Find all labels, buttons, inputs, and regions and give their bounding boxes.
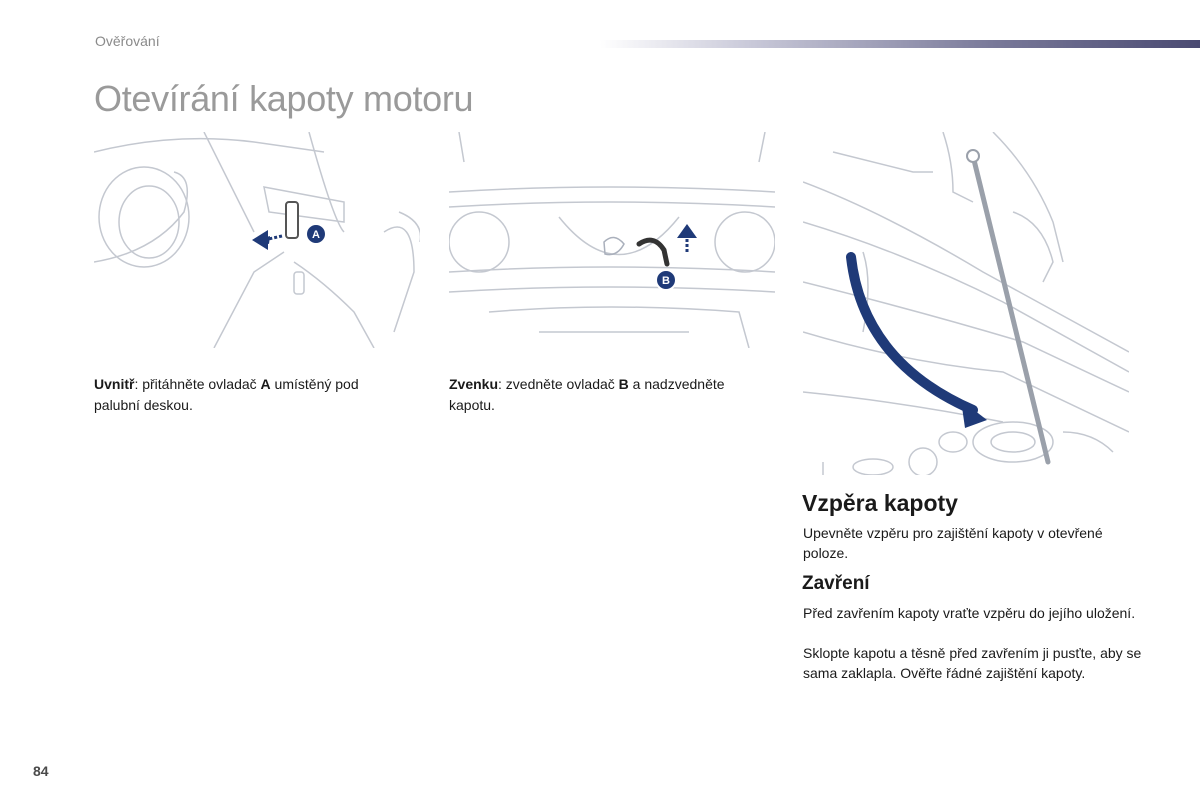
caption-inside [94, 374, 394, 416]
badge-b-label: B [662, 275, 670, 287]
caption-outside-text1: : zvedněte ovladač [498, 376, 619, 392]
figure-hood-strut [803, 132, 1129, 475]
figure-outside-release [449, 132, 775, 348]
illustration-dashboard-lever [94, 132, 420, 348]
strut-text: Upevněte vzpěru pro zajištění kapoty v otevřené poloze. [803, 525, 1103, 561]
caption-inside-bold: Uvnitř [94, 376, 135, 392]
closing-heading: Zavření [802, 573, 870, 594]
page-number: 84 [33, 763, 49, 779]
header-gradient-bar [600, 40, 1200, 48]
strut-heading: Vzpěra kapoty [802, 490, 958, 516]
figure-inside-release [94, 132, 420, 348]
closing-text-2: Sklopte kapotu a těsně před zavřením ji pusťte, aby se sama zaklapla. Ověřte řádné zajištění kapoty. [803, 645, 1142, 681]
caption-outside-label: B [618, 376, 629, 392]
caption-inside-label: A [260, 376, 271, 392]
arrow-up-icon [677, 224, 697, 238]
caption-inside-text2: umístěný pod palubní deskou. [94, 376, 359, 413]
caption-outside [449, 374, 749, 416]
illustration-grille-lever [449, 132, 775, 348]
closing-text-1: Před zavřením kapoty vraťte vzpěru do jejího uložení. [803, 605, 1136, 621]
caption-outside-text2: a nadzvedněte kapotu. [449, 376, 725, 413]
peugeot-lion-icon [604, 237, 624, 254]
caption-outside-bold: Zvenku [449, 376, 499, 392]
page-title: Otevírání kapoty motoru [94, 78, 474, 119]
arrow-left-icon [252, 230, 268, 250]
badge-a-label: A [312, 229, 320, 241]
curved-arrow-icon [851, 257, 973, 410]
caption-inside-text1: : přitáhněte ovladač [134, 376, 261, 392]
illustration-engine-bay-strut [803, 132, 1129, 475]
section-label: Ověřování [95, 33, 160, 49]
